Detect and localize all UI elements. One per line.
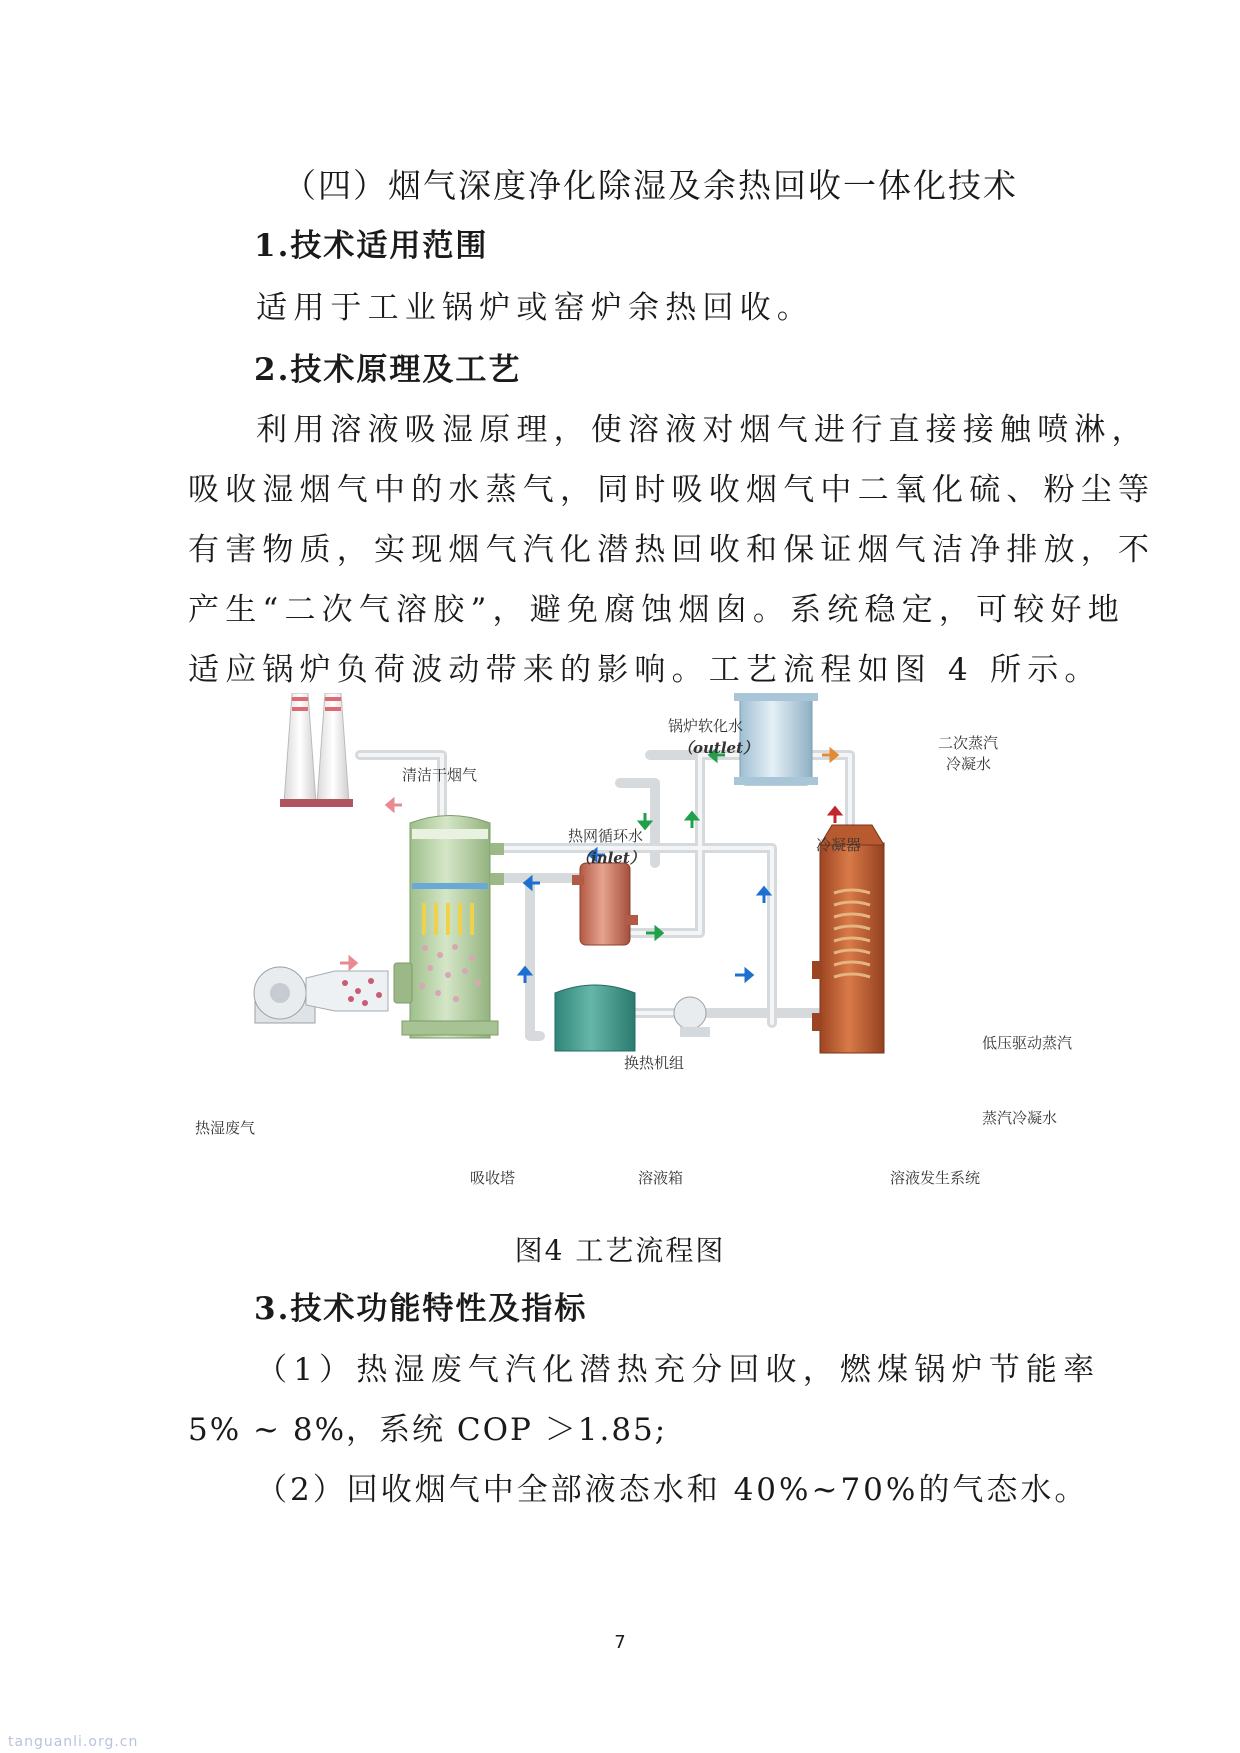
pump-icon: [674, 997, 710, 1037]
label-absorption-tower: 吸收塔: [470, 1169, 516, 1187]
principle-line-5: 适应锅炉负荷波动带来的影响。工艺流程如图 4 所示。: [188, 652, 1102, 688]
principle-line-1: 利用溶液吸湿原理，使溶液对烟气进行直接接触喷淋，: [256, 412, 1149, 448]
principle-line-2: 吸收湿烟气中的水蒸气，同时吸收烟气中二氧化硫、粉尘等: [188, 472, 1156, 508]
fan-icon: [254, 967, 388, 1023]
feature-1-line-2: 5% ~ 8%，系统 COP ＞1.85;: [188, 1412, 668, 1448]
label-solution-tank: 溶液箱: [638, 1169, 684, 1187]
heading-principle: 2.技术原理及工艺: [254, 352, 522, 388]
label-boiler-soft-water: 锅炉软化水: [668, 717, 744, 735]
label-hot-wet-exhaust: 热湿废气: [195, 1119, 256, 1137]
label-steam-condensate: 蒸汽冷凝水: [982, 1109, 1058, 1127]
principle-line-4: 产生“二次气溶胶”，避免腐蚀烟囱。系统稳定，可较好地: [188, 592, 1125, 628]
process-flow-diagram: [180, 693, 1080, 1193]
page-number: 7: [614, 1632, 626, 1653]
feature-2: （2）回收烟气中全部液态水和 40%~70%的气态水。: [256, 1472, 1089, 1508]
solution-tank: [555, 985, 635, 1051]
label-heat-exchanger: 换热机组: [624, 1054, 685, 1072]
figure-caption: 图4 工艺流程图: [514, 1234, 726, 1267]
principle-line-3: 有害物质，实现烟气汽化潜热回收和保证烟气洁净排放，不: [188, 532, 1156, 568]
feature-1-line-1: （1）热湿废气汽化潜热充分回收，燃煤锅炉节能率: [256, 1352, 1101, 1388]
section-title: （四）烟气深度净化除湿及余热回收一体化技术: [283, 166, 1018, 205]
heat-exchanger: [572, 863, 638, 945]
label-condenser: 冷凝器: [816, 836, 862, 854]
label-secondary-steam: 二次蒸汽: [938, 734, 999, 752]
paragraph-scope: 适用于工业锅炉或窑炉余热回收。: [256, 290, 814, 326]
watermark: tanguanli.org.cn: [8, 1734, 139, 1750]
chimney-icon: [280, 693, 353, 807]
heading-features: 3.技术功能特性及指标: [254, 1291, 588, 1327]
label-clean-flue-gas: 清洁干烟气: [402, 766, 478, 784]
label-low-pressure-steam: 低压驱动蒸汽: [982, 1034, 1073, 1052]
absorption-tower: [394, 816, 504, 1039]
solution-generator: [812, 825, 884, 1053]
label-secondary-condensate: 冷凝水: [946, 755, 992, 773]
heading-scope: 1.技术适用范围: [254, 228, 489, 264]
label-generator-system: 溶液发生系统: [890, 1169, 981, 1187]
label-heating-network-water: 热网循环水: [568, 827, 644, 845]
label-outlet: （outlet）: [678, 739, 759, 757]
label-inlet: （inlet）: [576, 849, 645, 867]
